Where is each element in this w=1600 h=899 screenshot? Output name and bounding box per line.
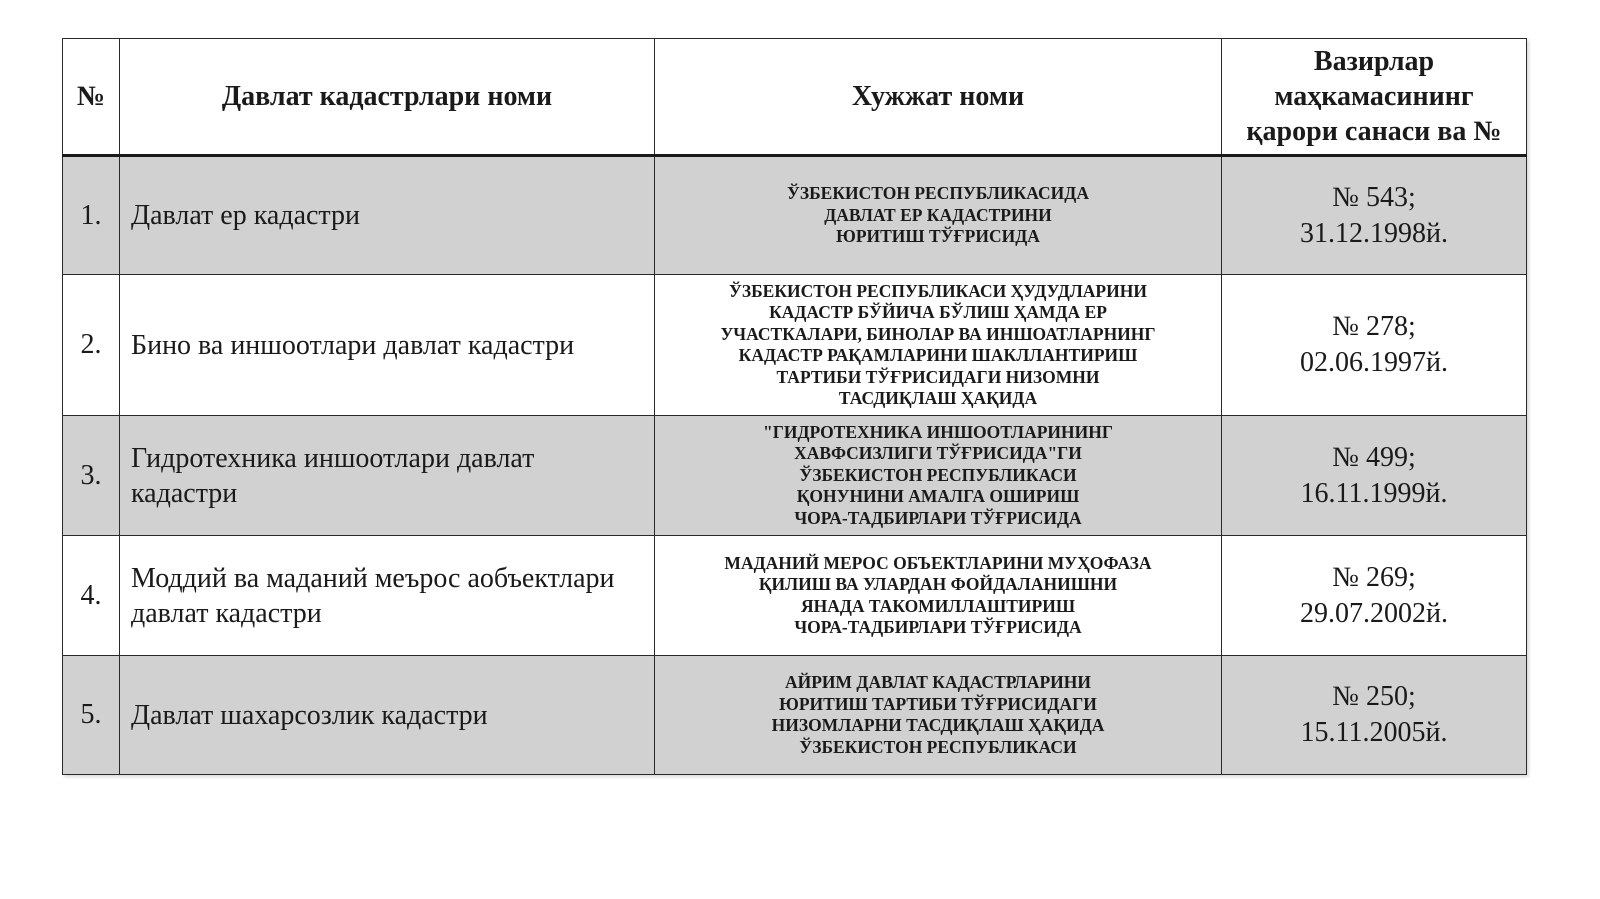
row-number: 1. — [63, 156, 120, 275]
document-line: АЙРИМ ДАВЛАТ КАДАСТРЛАРИНИ — [784, 672, 1092, 692]
decree-number: № 250; — [1332, 681, 1416, 712]
decree-number: № 543; — [1332, 181, 1416, 213]
document-line: ТАРТИБИ ТЎҒРИСИДАГИ НИЗОМНИ — [776, 366, 1100, 387]
document-line: ЎЗБЕКИСТОН РЕСПУБЛИКАСИ — [799, 464, 1077, 485]
row-document-name — [655, 656, 1222, 775]
row-cadastre-name: Гидротехника иншоотлари давлат кадастри — [120, 416, 655, 536]
decree-date: 15.11.2005й. — [1300, 717, 1448, 748]
document-line: ЎЗБЕКИСТОН РЕСПУБЛИКАСИ ҲУДУДЛАРИНИ — [729, 280, 1147, 301]
row-document-name — [655, 536, 1222, 656]
row-document-name — [655, 416, 1222, 536]
row-decree — [1222, 416, 1527, 536]
header-decree-line-1: Вазирлар — [1313, 46, 1435, 77]
header-document-name: Хужжат номи — [655, 39, 1222, 156]
row-number: 3. — [63, 416, 120, 536]
row-decree — [1222, 275, 1527, 416]
row-decree — [1222, 656, 1527, 775]
row-decree — [1222, 156, 1527, 275]
row-document-name — [655, 275, 1222, 416]
document-line: ҚИЛИШ ВА УЛАРДАН ФОЙДАЛАНИШНИ — [758, 574, 1118, 594]
row-number: 2. — [63, 275, 120, 416]
header-cadastre-name: Давлат кадастрлари номи — [120, 39, 655, 156]
header-decree-line-2: маҳкамасининг — [1274, 81, 1474, 112]
row-document-name — [655, 156, 1222, 275]
row-number: 5. — [63, 656, 120, 775]
table-row — [63, 416, 1527, 536]
decree-number: № 269; — [1332, 561, 1416, 593]
document-line: "ГИДРОТЕХНИКА ИНШООТЛАРИНИНГ — [762, 421, 1114, 442]
table-row — [63, 656, 1527, 775]
row-cadastre-name: Давлат шахарсозлик кадастри — [120, 656, 655, 775]
document-line: НИЗОМЛАРНИ ТАСДИҚЛАШ ҲАҚИДА — [771, 715, 1105, 735]
header-row — [63, 39, 1527, 156]
decree-date: 16.11.1999й. — [1300, 477, 1448, 509]
header-number: № — [63, 39, 120, 156]
document-line: ЧОРА-ТАДБИРЛАРИ ТЎҒРИСИДА — [794, 617, 1082, 637]
document-line: ЎЗБЕКИСТОН РЕСПУБЛИКАСИДА — [787, 183, 1089, 204]
decree-date: 31.12.1998й. — [1300, 217, 1448, 249]
cadastre-table — [62, 38, 1527, 775]
document-line: ЧОРА-ТАДБИРЛАРИ ТЎҒРИСИДА — [794, 507, 1082, 528]
document-line: ЮРИТИШ ТЎҒРИСИДА — [836, 226, 1040, 247]
document-line: КАДАСТР РАҚАМЛАРИНИ ШАКЛЛАНТИРИШ — [738, 345, 1138, 365]
document-line: ЯНАДА ТАКОМИЛЛАШТИРИШ — [800, 595, 1076, 616]
header-decree-line-3: қарори санаси ва № — [1246, 116, 1502, 147]
document-line: ЮРИТИШ ТАРТИБИ ТЎҒРИСИДАГИ — [779, 693, 1097, 714]
header-decree — [1222, 39, 1527, 156]
table-row — [63, 156, 1527, 275]
document-line: ЎЗБЕКИСТОН РЕСПУБЛИКАСИ — [799, 736, 1077, 757]
decree-number: № 278; — [1332, 311, 1416, 342]
document-line: ҚОНУНИНИ АМАЛГА ОШИРИШ — [796, 486, 1080, 507]
document-line: ДАВЛАТ ЕР КАДАСТРИНИ — [824, 204, 1052, 225]
row-cadastre-name: Моддий ва маданий меърос аобъектлари давлат кадастри — [120, 536, 655, 656]
document-line: ХАВФСИЗЛИГИ ТЎҒРИСИДА"ГИ — [794, 443, 1082, 464]
document-line: УЧАСТКАЛАРИ, БИНОЛАР ВА ИНШОАТЛАРНИНГ — [720, 323, 1156, 344]
row-decree — [1222, 536, 1527, 656]
table-body — [63, 156, 1527, 775]
table-row — [63, 275, 1527, 416]
decree-date: 02.06.1997й. — [1300, 347, 1448, 378]
document-line: ТАСДИҚЛАШ ҲАҚИДА — [838, 388, 1038, 408]
decree-date: 29.07.2002й. — [1300, 597, 1448, 629]
decree-number: № 499; — [1332, 441, 1416, 473]
table-header — [63, 39, 1527, 156]
row-cadastre-name: Давлат ер кадастри — [120, 156, 655, 275]
row-cadastre-name: Бино ва иншоотлари давлат кадастри — [120, 275, 655, 416]
row-number: 4. — [63, 536, 120, 656]
document-line: КАДАСТР БЎЙИЧА БЎЛИШ ҲАМДА ЕР — [769, 302, 1107, 322]
document-line: МАДАНИЙ МЕРОС ОБЪЕКТЛАРИНИ МУҲОФАЗА — [724, 552, 1152, 573]
table-row — [63, 536, 1527, 656]
